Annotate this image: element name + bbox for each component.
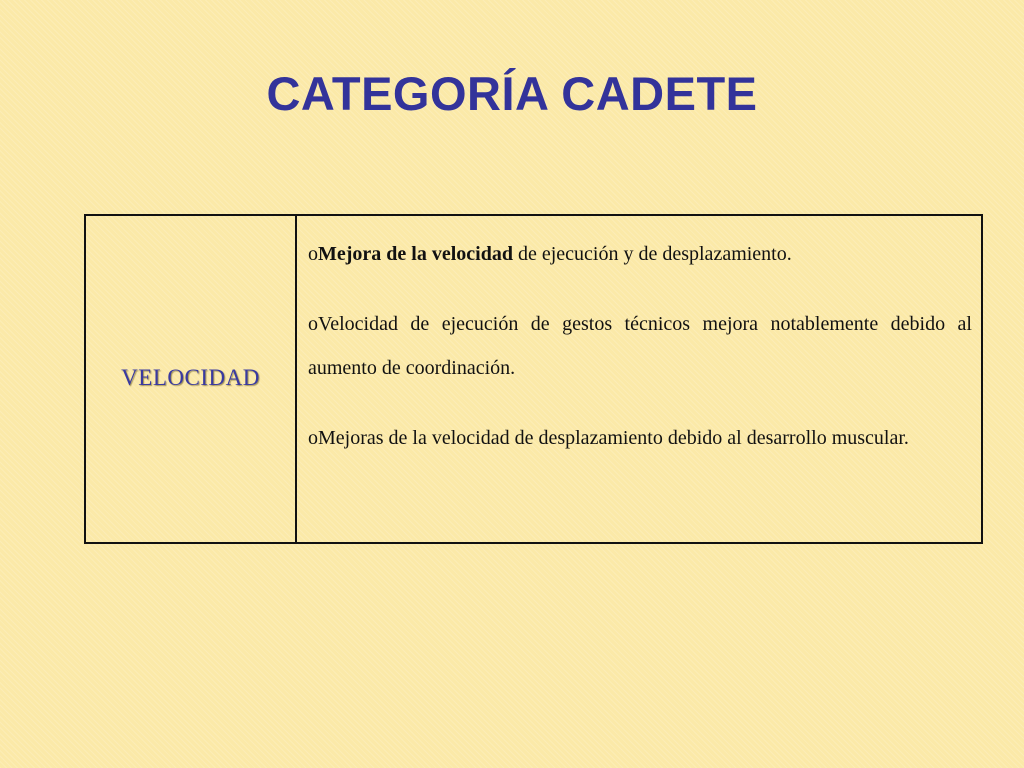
slide-title: CATEGORÍA CADETE — [266, 67, 758, 120]
bullet-icon: o — [308, 243, 318, 265]
bullet-point-3-text: Mejoras de la velocidad de desplazamiento debido al desarrollo muscular. — [318, 427, 909, 449]
category-cell — [86, 216, 297, 542]
bullet-icon: o — [308, 427, 318, 449]
category-label: VELOCIDAD — [121, 365, 260, 390]
bullet-point-1-bold: Mejora de la velocidad — [318, 243, 513, 265]
bullet-point-2-text: Velocidad de ejecución de gestos técnicos mejora notablemente debido al aumento de coordinación. — [308, 313, 972, 379]
bullet-point-1 — [308, 232, 972, 276]
bullet-point-3 — [308, 416, 972, 460]
bullet-icon: o — [308, 313, 318, 335]
description-cell — [297, 216, 981, 542]
content-table — [84, 214, 983, 544]
bullet-point-2 — [308, 302, 972, 390]
bullet-point-1-text: de ejecución y de desplazamiento. — [512, 243, 792, 265]
